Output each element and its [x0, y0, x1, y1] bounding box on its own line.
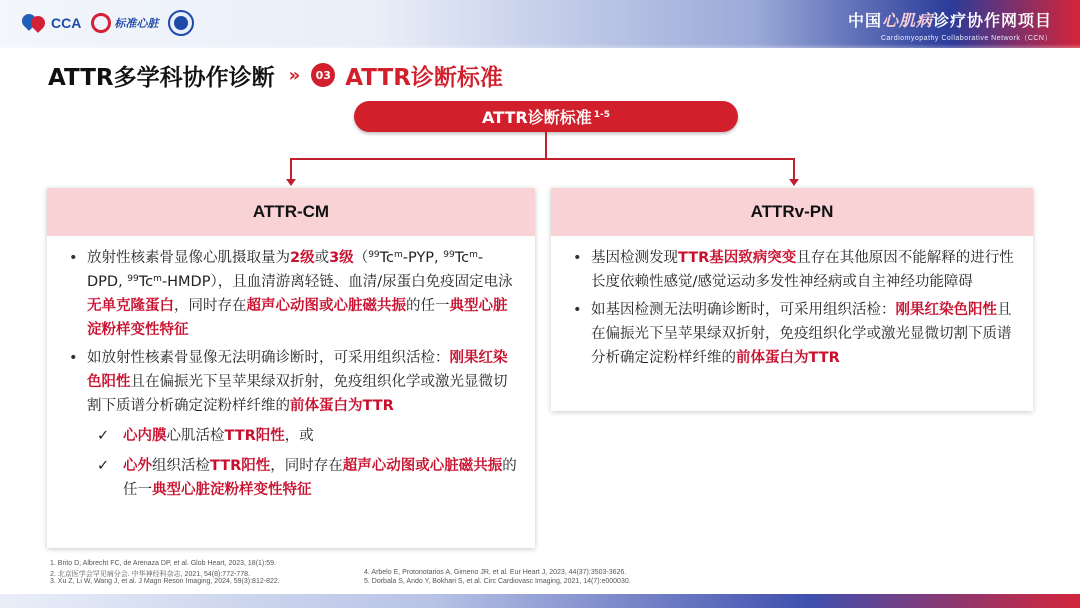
check-item	[67, 424, 517, 448]
reference-item: 1. Brito D, Albrecht FC, de Arenaza DP, et al. Glob Heart, 2023, 18(1):59.	[50, 560, 276, 567]
text: 心肌活检	[166, 428, 225, 444]
text: 的任一	[406, 298, 450, 314]
criteria-citation: 1-5	[593, 109, 610, 120]
connector-right-drop	[793, 158, 795, 180]
connector-left-drop	[290, 158, 292, 180]
highlight: 无单克隆蛋白	[87, 298, 174, 314]
ring-icon	[91, 13, 111, 33]
section-number-badge: 03	[311, 63, 335, 87]
bottom-banner	[0, 594, 1080, 608]
text: 且存在其他原因不能解释的进行性长度依赖性感觉/感觉运动多发性神经病或自主神经功能障碍	[591, 250, 1014, 290]
text: -DPD,	[87, 250, 484, 290]
reference-item: 5. Dorbala S, Ando Y, Bokhari S, et al. Circ Cardiovasc Imaging, 2021, 14(7):e000030.	[364, 578, 631, 585]
highlight: 心外	[123, 458, 152, 474]
text: 且在偏振光下呈苹果绿双折射，免疫组织化学或激光显微切割下质谱分析确定淀粉样纤维的	[87, 374, 508, 414]
arrow-down-right-icon	[789, 179, 799, 186]
attr-cm-panel	[47, 188, 535, 548]
highlight: TTR阳性	[210, 458, 271, 474]
highlight: 心内膜	[123, 428, 167, 444]
attrv-pn-heading: ATTRv-PN	[551, 188, 1033, 236]
attrv-pn-panel	[551, 188, 1033, 411]
criteria-label-pill	[354, 101, 738, 132]
superscript: 99	[443, 250, 455, 260]
highlight: 典型心脏淀粉样变性特征	[87, 298, 508, 338]
double-chevron-icon: »	[288, 64, 296, 86]
superscript: 99	[127, 274, 139, 284]
attrv-pn-body	[551, 236, 1033, 370]
text: -PYP,	[402, 250, 444, 266]
superscript: 99	[368, 250, 380, 260]
superscript: m	[394, 250, 403, 260]
text: （	[353, 250, 369, 266]
text: Tc	[138, 274, 154, 290]
text: 基因检测发现	[591, 250, 678, 266]
standard-heart-logo-text: 标准心脏	[114, 17, 159, 30]
project-branding	[848, 8, 1052, 43]
references-col-left	[50, 560, 280, 587]
highlight: 刚果红染色阳性	[895, 302, 997, 318]
project-title-prefix: 中国	[847, 11, 882, 30]
highlight: TTR阳性	[224, 428, 285, 444]
text: ，同时存在	[174, 298, 247, 314]
text: 放射性核素骨显像心肌摄取量为	[87, 250, 290, 266]
highlight: 2级	[290, 250, 315, 266]
connector-vertical-top	[545, 132, 547, 159]
highlight: 刚果红染色阳性	[87, 350, 508, 390]
project-title-script: 心肌病	[881, 11, 933, 30]
highlight: 前体蛋白为TTR	[290, 398, 394, 414]
standard-heart-logo	[91, 13, 158, 33]
text: Tc	[379, 250, 395, 266]
highlight: 超声心动图或心脏磁共振	[342, 458, 503, 474]
highlight: 3级	[329, 250, 354, 266]
text: ，或	[284, 428, 314, 444]
superscript: m	[153, 274, 162, 284]
list-item	[571, 298, 1015, 370]
criteria-label: ATTR诊断标准	[482, 108, 592, 127]
attr-cm-heading: ATTR-CM	[47, 188, 535, 236]
superscript: m	[469, 250, 478, 260]
cca-logo	[22, 12, 81, 34]
society-seal-icon	[168, 10, 194, 36]
list-item	[67, 246, 517, 342]
text: 的任一	[123, 458, 517, 498]
text: ，同时存在	[270, 458, 343, 474]
project-title	[848, 8, 1052, 31]
highlight: 前体蛋白为TTR	[736, 350, 840, 366]
list-item	[571, 246, 1015, 294]
text: 如基因检测无法明确诊断时，可采用组织活检：	[591, 302, 896, 318]
connector-horizontal	[290, 158, 795, 160]
reference-item: 2. 北京医学会罕见病分会. 中华神经科杂志, 2021, 54(8):772-778.	[50, 571, 250, 578]
page-title: ATTR多学科协作诊断	[48, 64, 275, 91]
arrow-down-left-icon	[286, 179, 296, 186]
heart-hands-icon	[22, 12, 48, 34]
text: 如放射性核素骨显像无法明确诊断时，可采用组织活检：	[87, 350, 450, 366]
highlight: 超声心动图或心脏磁共振	[246, 298, 406, 314]
text: Tc	[454, 250, 470, 266]
text: 或	[314, 250, 330, 266]
project-subtitle: Cardiomyopathy Collaborative Network（CCN）	[880, 35, 1052, 42]
reference-item: 4. Arbelo E, Protonotarios A, Gimeno JR, et al. Eur Heart J, 2023, 44(37):3503-3626.	[364, 569, 627, 576]
list-item	[67, 346, 517, 418]
highlight: TTR基因致病突变	[678, 250, 797, 266]
text: -HMDP），且血清游离轻链、血清/尿蛋白免疫固定电泳	[161, 274, 513, 290]
attr-cm-body	[47, 236, 535, 502]
text: 组织活检	[152, 458, 210, 474]
text: 且在偏振光下呈苹果绿双折射，免疫组织化学或激光显微切割下质谱分析确定淀粉样纤维的	[591, 302, 1012, 366]
cca-logo-text: CCA	[51, 15, 82, 31]
logo-group	[22, 10, 194, 36]
project-title-suffix: 诊疗协作网项目	[932, 11, 1052, 30]
references-col-right	[364, 569, 631, 587]
section-title: ATTR诊断标准	[345, 64, 503, 91]
reference-item: 3. Xu Z, Li W, Wang J, et al. J Magn Reson Imaging, 2024, 59(3):812-822.	[50, 578, 280, 585]
highlight: 典型心脏淀粉样变性特征	[152, 482, 312, 498]
slide-header	[48, 58, 503, 92]
check-item	[67, 454, 517, 502]
